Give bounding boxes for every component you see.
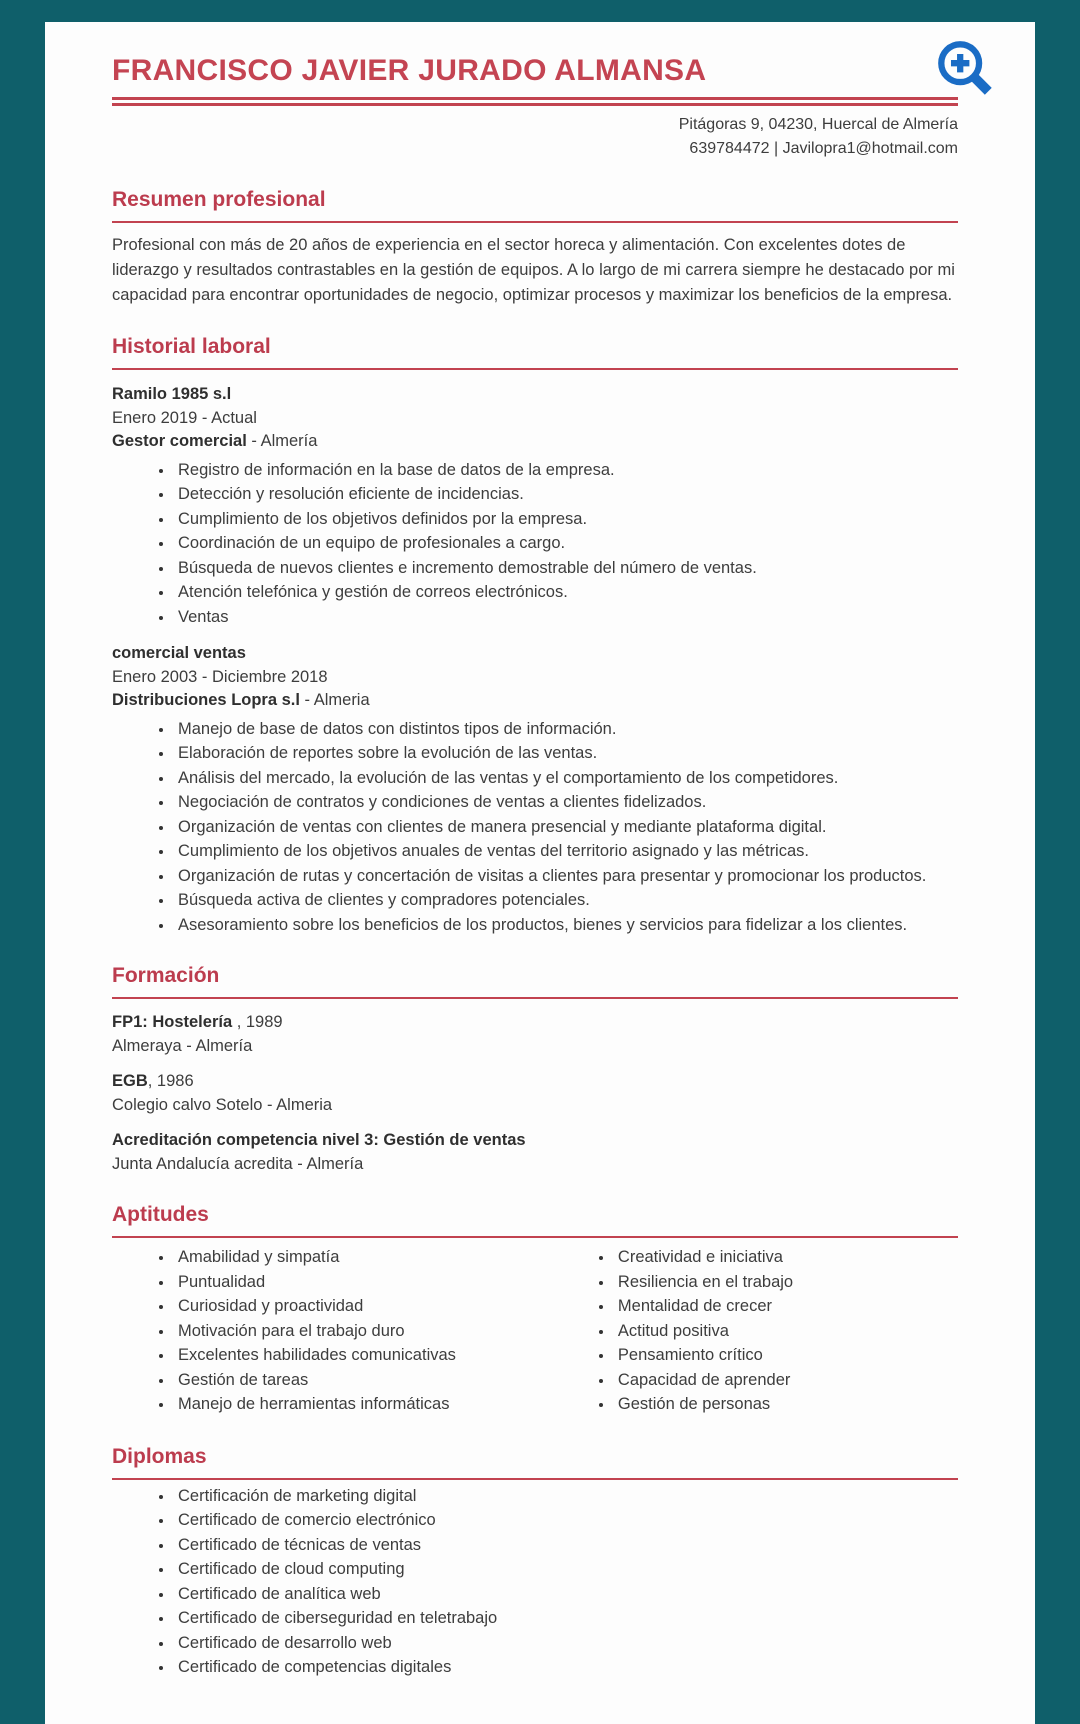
list-item: • Registro de información en la base de datos de la empresa. — [174, 459, 958, 483]
list-item: • Certificado de cloud computing — [174, 1558, 958, 1582]
list-item: • Actitud positiva — [614, 1320, 958, 1344]
magnifier-plus-icon — [935, 88, 997, 103]
job-dates: Enero 2019 - Actual — [112, 408, 257, 427]
skills-heading: Aptitudes — [112, 1201, 958, 1238]
job-role: comercial ventas — [112, 644, 246, 662]
education-degree: FP1: Hostelería — [112, 1013, 233, 1031]
job-location: - Almería — [246, 432, 318, 450]
list-item: • Cumplimiento de los objetivos anuales de ventas del territorio asignado y las métricas. — [174, 840, 958, 864]
job-entry — [112, 642, 958, 937]
list-item: • Resiliencia en el trabajo — [614, 1271, 958, 1295]
list-item: • Certificado de competencias digitales — [174, 1656, 958, 1680]
contact-address: Pitágoras 9, 04230, Huercal de Almería — [678, 116, 958, 133]
skills-right-list — [552, 1246, 958, 1418]
education-degree: Acreditación competencia nivel 3: Gestión de ventas — [112, 1131, 526, 1149]
list-item: • Creatividad e iniciativa — [614, 1246, 958, 1270]
contact-separator: | — [773, 140, 779, 157]
list-item: • Mentalidad de crecer — [614, 1295, 958, 1319]
list-item: • Gestión de personas — [614, 1393, 958, 1417]
list-item: • Organización de ventas con clientes de manera presencial y mediante plataforma digital. — [174, 816, 958, 840]
list-item: • Certificación de marketing digital — [174, 1485, 958, 1509]
job-location: - Almeria — [299, 691, 370, 709]
list-item: • Puntualidad — [174, 1271, 552, 1295]
list-item: • Asesoramiento sobre los beneficios de los productos, bienes y servicios para fidelizar a los clientes. — [174, 914, 958, 938]
education-school: Almeraya - Almería — [112, 1036, 253, 1055]
skills-columns — [112, 1246, 958, 1418]
summary-heading: Resumen profesional — [112, 186, 958, 223]
section-summary — [112, 186, 958, 308]
diplomas-list — [112, 1485, 958, 1680]
list-item: • Capacidad de aprender — [614, 1369, 958, 1393]
education-entry — [112, 1070, 958, 1117]
education-entry — [112, 1129, 958, 1176]
list-item: • Certificado de analítica web — [174, 1583, 958, 1607]
work-history-heading: Historial laboral — [112, 333, 958, 370]
job-company: Ramilo 1985 s.l — [112, 385, 232, 403]
list-item: • Excelentes habilidades comunicativas — [174, 1344, 552, 1368]
list-item: • Motivación para el trabajo duro — [174, 1320, 552, 1344]
section-work-history — [112, 333, 958, 937]
job-bullet-list — [112, 718, 958, 938]
education-school: Junta Andalucía acredita - Almería — [112, 1154, 364, 1173]
title-double-underline — [112, 97, 958, 106]
diplomas-heading: Diplomas — [112, 1443, 958, 1480]
contact-line — [112, 137, 958, 161]
list-item: • Búsqueda activa de clientes y compradores potenciales. — [174, 889, 958, 913]
education-year: , 1989 — [232, 1013, 283, 1031]
summary-text: Profesional con más de 20 años de experiencia en el sector horeca y alimentación. Con excelentes dotes de liderazgo y resultados contrastables en la gestión de equipos. A lo largo de mi carrera siempre he destacado por mi capacidad para encontrar oportunidades de negocio, optimizar procesos y maximizar los beneficios de la empresa. — [112, 236, 955, 304]
section-skills — [112, 1201, 958, 1418]
list-item: • Detección y resolución eficiente de incidencias. — [174, 483, 958, 507]
education-entry — [112, 1011, 958, 1058]
zoom-in-button[interactable] — [935, 38, 997, 100]
job-company: Distribuciones Lopra s.l — [112, 691, 300, 709]
education-degree: EGB — [112, 1072, 148, 1090]
list-item: • Búsqueda de nuevos clientes e incremento demostrable del número de ventas. — [174, 557, 958, 581]
list-item: • Elaboración de reportes sobre la evolución de las ventas. — [174, 742, 958, 766]
list-item: • Manejo de herramientas informáticas — [174, 1393, 552, 1417]
contact-phone: 639784472 — [689, 140, 770, 157]
list-item: • Ventas — [174, 606, 958, 630]
list-item: • Organización de rutas y concertación de visitas a clientes para presentar y promocionar los productos. — [174, 865, 958, 889]
candidate-name: FRANCISCO JAVIER JURADO ALMANSA — [112, 54, 707, 87]
list-item: • Pensamiento crítico — [614, 1344, 958, 1368]
list-item: • Cumplimiento de los objetivos definidos por la empresa. — [174, 508, 958, 532]
job-entry — [112, 383, 958, 629]
list-item: • Coordinación de un equipo de profesionales a cargo. — [174, 532, 958, 556]
list-item: • Amabilidad y simpatía — [174, 1246, 552, 1270]
education-year: , 1986 — [147, 1072, 194, 1090]
list-item: • Gestión de tareas — [174, 1369, 552, 1393]
job-dates: Enero 2003 - Diciembre 2018 — [112, 667, 328, 686]
list-item: • Curiosidad y proactividad — [174, 1295, 552, 1319]
list-item: • Certificado de técnicas de ventas — [174, 1534, 958, 1558]
list-item: • Análisis del mercado, la evolución de las ventas y el comportamiento de los competidores. — [174, 767, 958, 791]
list-item: • Atención telefónica y gestión de correos electrónicos. — [174, 581, 958, 605]
job-bullet-list — [112, 459, 958, 630]
skills-left-list — [112, 1246, 552, 1418]
list-item: • Certificado de desarrollo web — [174, 1632, 958, 1656]
education-heading: Formación — [112, 962, 958, 999]
education-school: Colegio calvo Sotelo - Almeria — [112, 1095, 333, 1114]
list-item: • Negociación de contratos y condiciones de ventas a clientes fidelizados. — [174, 791, 958, 815]
section-diplomas — [112, 1443, 958, 1680]
resume-page — [45, 22, 1035, 1724]
job-role: Gestor comercial — [112, 432, 247, 450]
list-item: • Manejo de base de datos con distintos tipos de información. — [174, 718, 958, 742]
contact-email: Javilopra1@hotmail.com — [782, 140, 958, 157]
section-education — [112, 962, 958, 1176]
list-item: • Certificado de comercio electrónico — [174, 1509, 958, 1533]
list-item: • Certificado de ciberseguridad en teletrabajo — [174, 1607, 958, 1631]
contact-block — [112, 113, 958, 161]
